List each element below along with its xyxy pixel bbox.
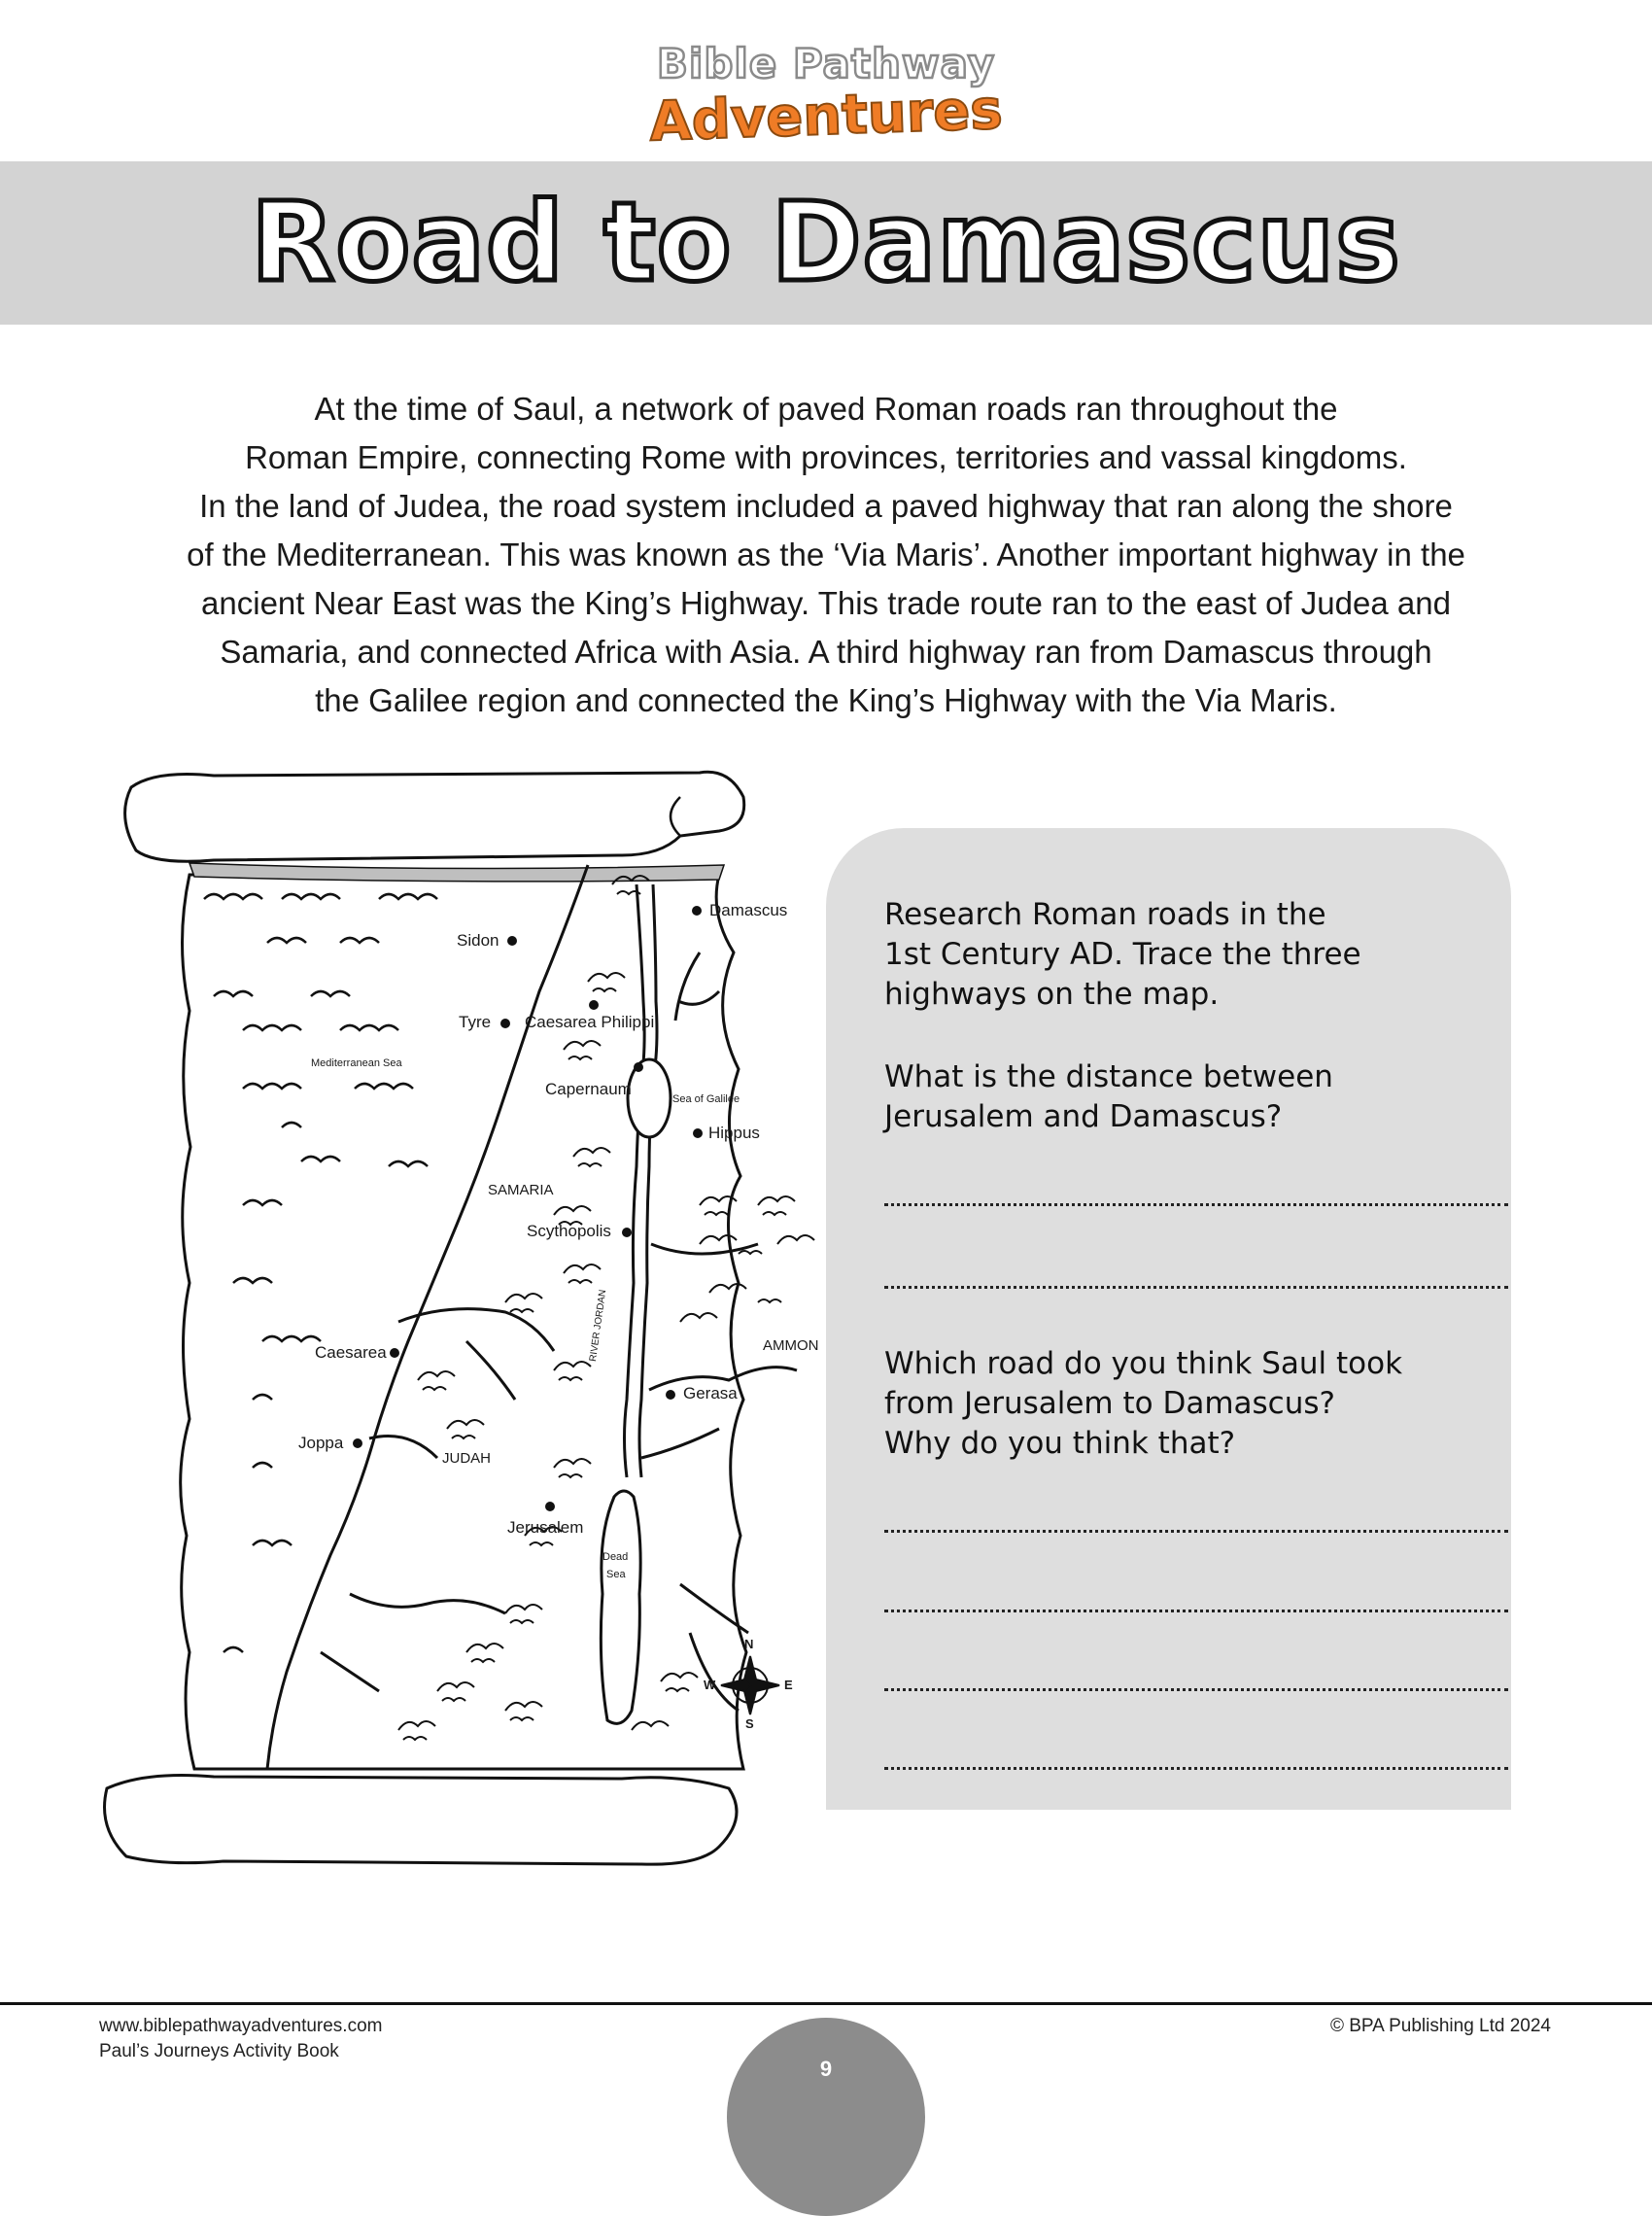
question-3-line: Why do you think that? xyxy=(884,1426,1236,1461)
question-2-line: Jerusalem and Damascus? xyxy=(884,1099,1283,1134)
question-2-line: What is the distance between xyxy=(884,1059,1333,1094)
intro-line: At the time of Saul, a network of paved Roman roads ran throughout the xyxy=(314,391,1338,427)
question-3 xyxy=(884,1344,1506,1464)
answer-line-5[interactable] xyxy=(884,1688,1508,1691)
question-1-line: 1st Century AD. Trace the three xyxy=(884,937,1361,972)
question-1-line: highways on the map. xyxy=(884,977,1220,1012)
place-label-gerasa: Gerasa xyxy=(683,1384,738,1402)
question-3-line: from Jerusalem to Damascus? xyxy=(884,1386,1335,1421)
intro-line: the Galilee region and connected the King’s Highway with the Via Maris. xyxy=(315,682,1337,718)
place-label-dead: Dead xyxy=(602,1551,629,1563)
sea-of-galilee-shape xyxy=(628,1059,671,1137)
intro-line: Roman Empire, connecting Rome with provinces, territories and vassal kingdoms. xyxy=(245,439,1407,475)
place-label-hippus: Hippus xyxy=(708,1124,760,1142)
place-label-scythopolis: Scythopolis xyxy=(527,1222,611,1240)
publisher-logo xyxy=(0,40,1652,155)
intro-line: In the land of Judea, the road system included a paved highway that ran along the shore xyxy=(199,488,1453,524)
page-title: Road to Damascus xyxy=(251,180,1401,306)
logo-line-1: Bible Pathway xyxy=(656,40,996,87)
question-1 xyxy=(884,895,1506,1015)
footer-website: www.biblepathwayadventures.com xyxy=(99,2016,383,2036)
logo-line-2: Adventures xyxy=(648,78,1004,155)
river-label-jordan: RIVER JORDAN xyxy=(588,1289,609,1363)
place-label-jerusalem: Jerusalem xyxy=(507,1518,584,1537)
compass-n: N xyxy=(744,1637,754,1651)
scroll-map xyxy=(97,758,933,1944)
region-label-judah: JUDAH xyxy=(442,1450,492,1467)
intro-line: Samaria, and connected Africa with Asia. A third highway ran from Damascus through xyxy=(220,634,1432,670)
intro-line: ancient Near East was the King’s Highway. This trade route ran to the east of Judea and xyxy=(201,585,1451,621)
region-label-samaria: SAMARIA xyxy=(488,1182,554,1198)
place-label-tyre: Tyre xyxy=(459,1013,492,1031)
place-label-sea-of-galilee: Sea of Galilee xyxy=(672,1093,740,1105)
footer-rule xyxy=(0,2002,1652,2005)
place-label-joppa: Joppa xyxy=(298,1434,344,1452)
dead-sea-shape xyxy=(601,1491,640,1723)
question-2 xyxy=(884,1057,1506,1137)
question-1-line: Research Roman roads in the xyxy=(884,897,1326,932)
place-label-caesarea: Caesarea xyxy=(315,1343,387,1362)
intro-line: of the Mediterranean. This was known as the ‘Via Maris’. Another important highway in the xyxy=(187,537,1465,572)
region-label-ammon: AMMON xyxy=(763,1337,819,1354)
page-number: 9 xyxy=(819,2057,833,2081)
compass-e: E xyxy=(784,1678,793,1692)
place-label-caesarea-philippi: Caesarea Philippi xyxy=(525,1013,655,1031)
answer-line-6[interactable] xyxy=(884,1767,1508,1770)
compass-s: S xyxy=(745,1716,754,1731)
place-label-damascus: Damascus xyxy=(709,901,788,919)
place-label-sea: Sea xyxy=(606,1569,626,1580)
place-label-mediterranean: Mediterranean Sea xyxy=(311,1057,402,1069)
page-number-badge xyxy=(727,2018,925,2216)
place-label-capernaum: Capernaum xyxy=(545,1080,632,1098)
question-3-line: Which road do you think Saul took xyxy=(884,1346,1403,1381)
answer-line-2[interactable] xyxy=(884,1286,1508,1289)
intro-paragraph xyxy=(107,385,1545,725)
compass-w: W xyxy=(704,1678,716,1692)
scroll-top-roll xyxy=(125,772,744,861)
place-label-sidon: Sidon xyxy=(457,931,499,950)
scroll-body xyxy=(181,875,746,1769)
footer-book-title: Paul’s Journeys Activity Book xyxy=(99,2041,339,2061)
answer-line-4[interactable] xyxy=(884,1610,1508,1612)
footer-copyright: © BPA Publishing Ltd 2024 xyxy=(1329,2016,1551,2036)
answer-line-1[interactable] xyxy=(884,1203,1508,1206)
answer-line-3[interactable] xyxy=(884,1530,1508,1533)
scroll-bottom-roll xyxy=(105,1776,738,1865)
